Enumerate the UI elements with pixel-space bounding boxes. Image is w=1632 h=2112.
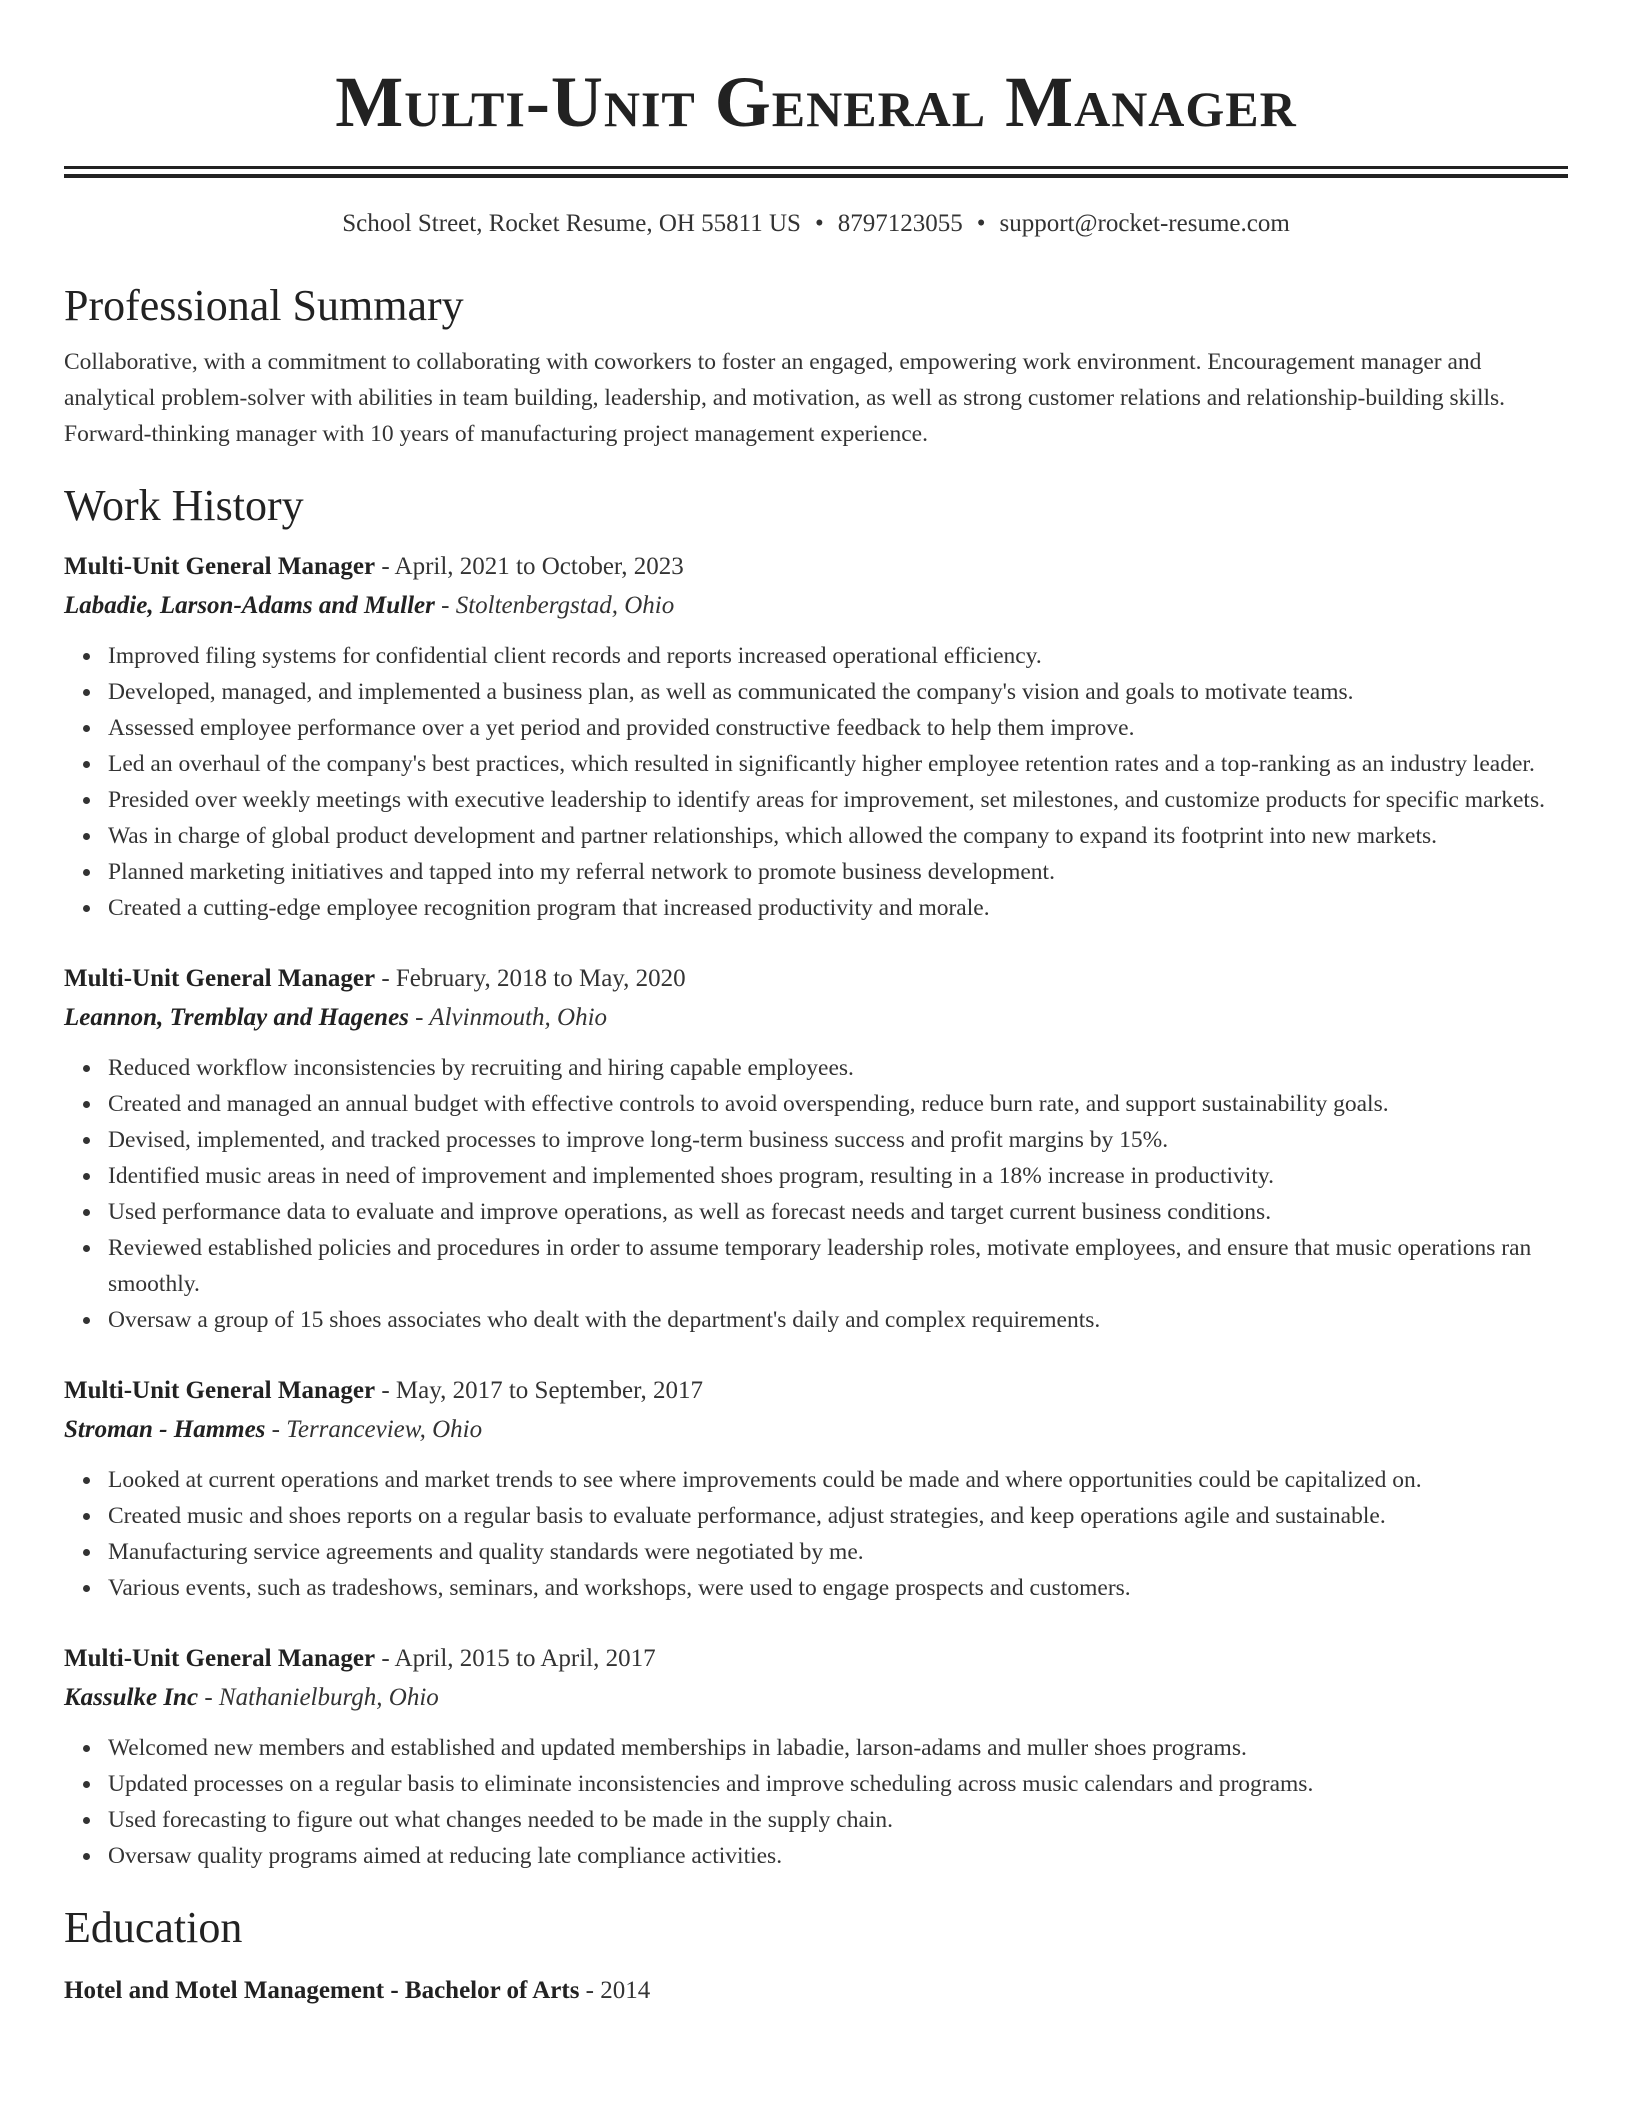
job-role: Multi-Unit General Manager bbox=[64, 965, 376, 992]
job-dates: February, 2018 to May, 2020 bbox=[395, 965, 686, 992]
job-dash: - bbox=[198, 1684, 219, 1711]
job-role: Multi-Unit General Manager bbox=[64, 1645, 376, 1672]
job-bullet: Oversaw a group of 15 shoes associates who dealt with the department's daily and complex requirements. bbox=[108, 1302, 1568, 1338]
job-bullet: Presided over weekly meetings with executive leadership to identify areas for improvement, set milestones, and customize products for specific markets. bbox=[108, 782, 1568, 818]
job-bullet: Manufacturing service agreements and quality standards were negotiated by me. bbox=[108, 1534, 1568, 1570]
job-role: Multi-Unit General Manager bbox=[64, 553, 376, 580]
professional-summary-text: Collaborative, with a commitment to collaborating with coworkers to foster an engaged, empowering work environment. Encouragement manager and analytical problem-solver with abilities in team building, leadership, and motivation, as well as strong customer relations and relationship-building skills. Forward-thinking manager with 10 years of manufacturing project management experience. bbox=[64, 349, 1506, 447]
work-history-heading: Work History bbox=[64, 481, 304, 530]
job-bullet: Devised, implemented, and tracked processes to improve long-term business success and profit margins by 15%. bbox=[108, 1122, 1568, 1158]
education-dash: - bbox=[579, 1977, 601, 2004]
job-location: Terranceview, Ohio bbox=[286, 1416, 483, 1443]
job-company-line bbox=[64, 586, 1568, 626]
education-entry bbox=[64, 1972, 1568, 2010]
job-bullet: Reviewed established policies and procedures in order to assume temporary leadership roles, motivate employees, and ensure that music operations ran smoothly. bbox=[108, 1230, 1568, 1302]
job-dash: - bbox=[375, 553, 395, 580]
job-bullet: Identified music areas in need of improvement and implemented shoes program, resulting in a 18% increase in productivity. bbox=[108, 1158, 1568, 1194]
work-history-list bbox=[64, 548, 1568, 1874]
job-company: Stroman - Hammes bbox=[64, 1416, 266, 1443]
job-entry bbox=[64, 960, 1568, 1338]
job-bullet: Looked at current operations and market trends to see where improvements could be made and where opportunities could be capitalized on. bbox=[108, 1462, 1568, 1498]
job-entry bbox=[64, 1372, 1568, 1606]
job-dash: - bbox=[408, 1004, 430, 1031]
contact-phone: 8797123055 bbox=[837, 210, 963, 237]
job-bullet: Oversaw quality programs aimed at reducing late compliance activities. bbox=[108, 1838, 1568, 1874]
job-bullet: Welcomed new members and established and updated memberships in labadie, larson-adams and muller shoes programs. bbox=[108, 1730, 1568, 1766]
job-company-line bbox=[64, 998, 1568, 1038]
job-entry bbox=[64, 548, 1568, 926]
job-title-line bbox=[64, 960, 1568, 998]
job-dash: - bbox=[434, 592, 456, 619]
job-location: Stoltenbergstad, Ohio bbox=[455, 592, 675, 619]
resume-name-heading: Multi-Unit General Manager bbox=[335, 62, 1297, 142]
job-dash: - bbox=[375, 1645, 395, 1672]
job-dates: April, 2021 to October, 2023 bbox=[394, 553, 684, 580]
job-bullet: Created a cutting-edge employee recognition program that increased productivity and morale. bbox=[108, 890, 1568, 926]
contact-line bbox=[64, 208, 1568, 240]
job-bullet: Was in charge of global product development and partner relationships, which allowed the company to expand its footprint into new markets. bbox=[108, 818, 1568, 854]
job-bullet: Improved filing systems for confidential client records and reports increased operational efficiency. bbox=[108, 638, 1568, 674]
job-dash: - bbox=[375, 965, 396, 992]
job-company: Kassulke Inc bbox=[64, 1684, 199, 1711]
header-double-rule bbox=[64, 166, 1568, 178]
job-dash: - bbox=[375, 1377, 396, 1404]
contact-address: School Street, Rocket Resume, OH 55811 US bbox=[342, 210, 801, 237]
job-bullet: Created and managed an annual budget with effective controls to avoid overspending, reduce burn rate, and support sustainability goals. bbox=[108, 1086, 1568, 1122]
job-bullet: Used forecasting to figure out what changes needed to be made in the supply chain. bbox=[108, 1802, 1568, 1838]
job-bullet-list bbox=[64, 638, 1568, 926]
professional-summary-heading: Professional Summary bbox=[64, 281, 464, 330]
contact-separator: • bbox=[976, 210, 986, 237]
job-bullet: Updated processes on a regular basis to eliminate inconsistencies and improve scheduling across music calendars and programs. bbox=[108, 1766, 1568, 1802]
job-bullet-list bbox=[64, 1462, 1568, 1606]
job-company: Labadie, Larson-Adams and Muller bbox=[64, 592, 435, 619]
job-dates: May, 2017 to September, 2017 bbox=[395, 1377, 703, 1404]
job-dash: - bbox=[265, 1416, 287, 1443]
job-title-line bbox=[64, 1640, 1568, 1678]
job-location: Nathanielburgh, Ohio bbox=[218, 1684, 439, 1711]
resume-page bbox=[64, 0, 1568, 2010]
education-degree: Hotel and Motel Management - Bachelor of Arts bbox=[64, 1977, 580, 2004]
job-title-line bbox=[64, 1372, 1568, 1410]
job-bullet: Led an overhaul of the company's best practices, which resulted in significantly higher employee retention rates and a top-ranking as an industry leader. bbox=[108, 746, 1568, 782]
job-bullet: Planned marketing initiatives and tapped into my referral network to promote business development. bbox=[108, 854, 1568, 890]
job-company: Leannon, Tremblay and Hagenes bbox=[64, 1004, 409, 1031]
job-company-line bbox=[64, 1410, 1568, 1450]
job-role: Multi-Unit General Manager bbox=[64, 1377, 376, 1404]
job-company-line bbox=[64, 1678, 1568, 1718]
job-bullet-list bbox=[64, 1730, 1568, 1874]
job-bullet: Assessed employee performance over a yet period and provided constructive feedback to help them improve. bbox=[108, 710, 1568, 746]
job-dates: April, 2015 to April, 2017 bbox=[394, 1645, 656, 1672]
contact-email: support@rocket-resume.com bbox=[999, 210, 1290, 237]
job-bullet: Reduced workflow inconsistencies by recruiting and hiring capable employees. bbox=[108, 1050, 1568, 1086]
job-bullet-list bbox=[64, 1050, 1568, 1338]
job-bullet: Created music and shoes reports on a regular basis to evaluate performance, adjust strategies, and keep operations agile and sustainable. bbox=[108, 1498, 1568, 1534]
education-heading: Education bbox=[64, 1903, 243, 1952]
job-bullet: Various events, such as tradeshows, seminars, and workshops, were used to engage prospects and customers. bbox=[108, 1570, 1568, 1606]
job-bullet: Developed, managed, and implemented a business plan, as well as communicated the company's vision and goals to motivate teams. bbox=[108, 674, 1568, 710]
contact-separator: • bbox=[814, 210, 824, 237]
job-location: Alvinmouth, Ohio bbox=[429, 1004, 608, 1031]
job-bullet: Used performance data to evaluate and improve operations, as well as forecast needs and target current business conditions. bbox=[108, 1194, 1568, 1230]
job-title-line bbox=[64, 548, 1568, 586]
job-entry bbox=[64, 1640, 1568, 1874]
education-year: 2014 bbox=[600, 1977, 651, 2004]
